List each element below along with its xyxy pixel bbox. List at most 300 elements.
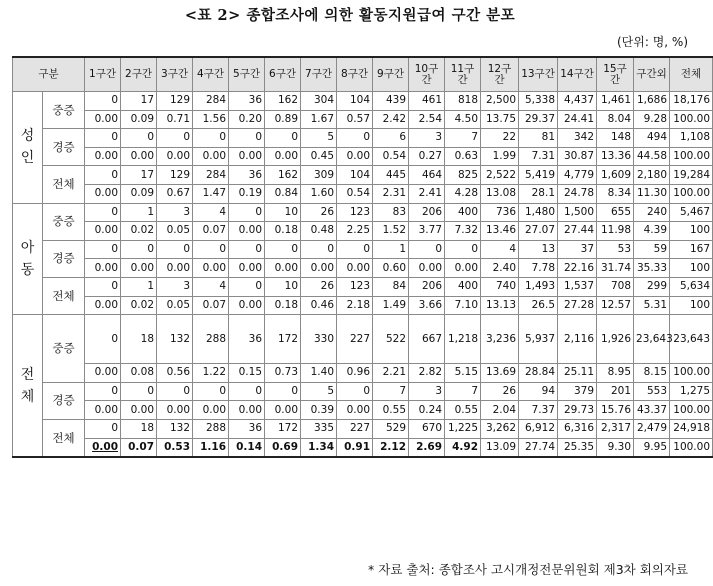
count-cell: 206 [409,277,445,296]
subgroup-label: 중증 [43,315,85,383]
count-cell: 529 [373,419,409,438]
percent-cell: 0.00 [85,147,121,166]
count-cell: 0 [157,129,193,148]
percent-cell: 0.00 [85,364,121,383]
count-cell: 18 [121,419,157,438]
table-row [13,110,713,129]
percent-cell: 0.18 [265,296,301,315]
header-col-5: 5구간 [229,57,265,92]
count-cell: 0 [121,382,157,401]
count-cell: 0 [193,129,229,148]
table-row [13,277,713,296]
percent-cell: 0.48 [301,222,337,241]
count-cell: 4 [193,203,229,222]
count-cell: 19,284 [670,166,713,185]
percent-cell: 0.00 [85,438,121,457]
percent-cell: 0.15 [229,364,265,383]
count-cell: 0 [265,240,301,259]
percent-cell: 1.67 [301,110,337,129]
count-cell: 5,338 [519,92,558,111]
header-col-15: 15구간 [597,57,634,92]
percent-cell: 24.78 [558,184,597,203]
percent-cell: 25.11 [558,364,597,383]
count-cell: 18,176 [670,92,713,111]
count-cell: 0 [85,92,121,111]
percent-cell: 1.99 [481,147,519,166]
percent-cell: 0.00 [85,222,121,241]
table-row [13,315,713,364]
percent-cell: 15.76 [597,401,634,420]
percent-cell: 0.00 [229,147,265,166]
percent-cell: 0.00 [193,147,229,166]
count-cell: 0 [121,129,157,148]
count-cell: 83 [373,203,409,222]
count-cell: 23,643 [634,315,670,364]
percent-cell: 0.00 [85,259,121,278]
percent-cell: 0.00 [193,259,229,278]
count-cell: 439 [373,92,409,111]
count-cell: 227 [337,315,373,364]
percent-cell: 100 [670,296,713,315]
count-cell: 81 [519,129,558,148]
count-cell: 5 [301,382,337,401]
percent-cell: 2.54 [409,110,445,129]
percent-cell: 1.47 [193,184,229,203]
count-cell: 0 [337,129,373,148]
count-cell: 206 [409,203,445,222]
count-cell: 2,180 [634,166,670,185]
count-cell: 1,461 [597,92,634,111]
percent-cell: 2.41 [409,184,445,203]
percent-cell: 3.77 [409,222,445,241]
table-row [13,203,713,222]
percent-cell: 7.78 [519,259,558,278]
count-cell: 309 [301,166,337,185]
percent-cell: 30.87 [558,147,597,166]
percent-cell: 13.09 [481,438,519,457]
percent-cell: 0.00 [157,401,193,420]
count-cell: 5,467 [670,203,713,222]
percent-cell: 100.00 [670,110,713,129]
count-cell: 1,537 [558,277,597,296]
count-cell: 129 [157,166,193,185]
subgroup-label: 경증 [43,382,85,419]
count-cell: 5,419 [519,166,558,185]
percent-cell: 0.63 [445,147,481,166]
subgroup-label: 중증 [43,203,85,240]
percent-cell: 100.00 [670,438,713,457]
percent-cell: 1.49 [373,296,409,315]
count-cell: 23,643 [670,315,713,364]
percent-cell: 0.57 [337,110,373,129]
count-cell: 0 [337,240,373,259]
count-cell: 104 [337,92,373,111]
percent-cell: 0.05 [157,296,193,315]
count-cell: 3,262 [481,419,519,438]
count-cell: 0 [157,240,193,259]
percent-cell: 4.28 [445,184,481,203]
count-cell: 167 [670,240,713,259]
count-cell: 299 [634,277,670,296]
percent-cell: 27.28 [558,296,597,315]
header-row [13,57,713,92]
count-cell: 288 [193,315,229,364]
percent-cell: 44.58 [634,147,670,166]
percent-cell: 0.00 [337,147,373,166]
count-cell: 4,779 [558,166,597,185]
percent-cell: 0.00 [409,259,445,278]
count-cell: 1,275 [670,382,713,401]
percent-cell: 13.75 [481,110,519,129]
count-cell: 7 [445,382,481,401]
header-group: 구분 [13,57,85,92]
count-cell: 123 [337,277,373,296]
count-cell: 288 [193,419,229,438]
table-row [13,184,713,203]
percent-cell: 0.00 [301,259,337,278]
count-cell: 227 [337,419,373,438]
count-cell: 7 [373,382,409,401]
count-cell: 1,480 [519,203,558,222]
count-cell: 667 [409,315,445,364]
count-cell: 330 [301,315,337,364]
percent-cell: 0.00 [265,259,301,278]
count-cell: 736 [481,203,519,222]
count-cell: 0 [265,129,301,148]
header-col-10: 10구간 [409,57,445,92]
percent-cell: 13.69 [481,364,519,383]
percent-cell: 0.84 [265,184,301,203]
percent-cell: 2.31 [373,184,409,203]
percent-cell: 2.42 [373,110,409,129]
count-cell: 1,493 [519,277,558,296]
count-cell: 400 [445,277,481,296]
count-cell: 379 [558,382,597,401]
count-cell: 172 [265,419,301,438]
count-cell: 36 [229,166,265,185]
percent-cell: 29.37 [519,110,558,129]
count-cell: 123 [337,203,373,222]
table-row [13,438,713,457]
count-cell: 17 [121,166,157,185]
count-cell: 522 [373,315,409,364]
percent-cell: 35.33 [634,259,670,278]
count-cell: 655 [597,203,634,222]
header-col-4: 4구간 [193,57,229,92]
count-cell: 1 [121,203,157,222]
count-cell: 94 [519,382,558,401]
count-cell: 4 [481,240,519,259]
count-cell: 6,912 [519,419,558,438]
count-cell: 0 [193,382,229,401]
count-cell: 284 [193,166,229,185]
percent-cell: 0.89 [265,110,301,129]
count-cell: 0 [85,129,121,148]
percent-cell: 0.96 [337,364,373,383]
percent-cell: 5.31 [634,296,670,315]
percent-cell: 13.08 [481,184,519,203]
count-cell: 3 [409,129,445,148]
count-cell: 400 [445,203,481,222]
count-cell: 26 [301,277,337,296]
percent-cell: 0.09 [121,110,157,129]
table-row [13,92,713,111]
percent-cell: 0.00 [265,147,301,166]
percent-cell: 100.00 [670,364,713,383]
percent-cell: 43.37 [634,401,670,420]
percent-cell: 2.25 [337,222,373,241]
count-cell: 201 [597,382,634,401]
count-cell: 0 [193,240,229,259]
count-cell: 708 [597,277,634,296]
count-cell: 2,116 [558,315,597,364]
percent-cell: 0.55 [445,401,481,420]
table-row [13,129,713,148]
percent-cell: 2.04 [481,401,519,420]
percent-cell: 0.54 [373,147,409,166]
percent-cell: 2.12 [373,438,409,457]
count-cell: 335 [301,419,337,438]
group-label: 아 동 [13,203,43,315]
percent-cell: 4.92 [445,438,481,457]
percent-cell: 100.00 [670,147,713,166]
percent-cell: 0.00 [157,259,193,278]
count-cell: 162 [265,92,301,111]
count-cell: 0 [229,129,265,148]
header-col-8: 8구간 [337,57,373,92]
percent-cell: 4.39 [634,222,670,241]
percent-cell: 5.15 [445,364,481,383]
percent-cell: 0.00 [265,401,301,420]
count-cell: 0 [85,382,121,401]
percent-cell: 0.19 [229,184,265,203]
count-cell: 0 [229,203,265,222]
count-cell: 825 [445,166,481,185]
percent-cell: 3.66 [409,296,445,315]
count-cell: 1 [121,277,157,296]
percent-cell: 0.07 [121,438,157,457]
header-col-3: 3구간 [157,57,193,92]
count-cell: 172 [265,315,301,364]
percent-cell: 9.95 [634,438,670,457]
count-cell: 1,108 [670,129,713,148]
subgroup-label: 중증 [43,92,85,129]
count-cell: 7 [445,129,481,148]
count-cell: 553 [634,382,670,401]
count-cell: 1,926 [597,315,634,364]
percent-cell: 0.56 [157,364,193,383]
count-cell: 1,609 [597,166,634,185]
percent-cell: 31.74 [597,259,634,278]
table-title: <표 2> 종합조사에 의한 활동지원급여 구간 분포 [184,7,516,24]
count-cell: 24,918 [670,419,713,438]
count-cell: 0 [409,240,445,259]
percent-cell: 13.46 [481,222,519,241]
count-cell: 0 [157,382,193,401]
percent-cell: 1.34 [301,438,337,457]
percent-cell: 0.00 [229,222,265,241]
count-cell: 1 [373,240,409,259]
percent-cell: 1.16 [193,438,229,457]
percent-cell: 0.67 [157,184,193,203]
percent-cell: 2.21 [373,364,409,383]
group-label: 성 인 [13,92,43,204]
percent-cell: 4.50 [445,110,481,129]
percent-cell: 8.04 [597,110,634,129]
count-cell: 5,937 [519,315,558,364]
count-cell: 1,218 [445,315,481,364]
percent-cell: 0.71 [157,110,193,129]
percent-cell: 0.00 [229,259,265,278]
percent-cell: 100.00 [670,184,713,203]
header-col-1: 1구간 [85,57,121,92]
percent-cell: 0.00 [445,259,481,278]
percent-cell: 2.82 [409,364,445,383]
group-total [13,315,713,457]
percent-cell: 7.32 [445,222,481,241]
table-row [13,401,713,420]
percent-cell: 0.24 [409,401,445,420]
percent-cell: 0.91 [337,438,373,457]
count-cell: 3 [157,203,193,222]
count-cell: 240 [634,203,670,222]
table-row [13,382,713,401]
percent-cell: 26.5 [519,296,558,315]
count-cell: 18 [121,315,157,364]
percent-cell: 1.56 [193,110,229,129]
source-note: * 자료 출처: 종합조사 고시개정전문위원회 제3차 회의자료 [368,562,688,577]
count-cell: 6 [373,129,409,148]
percent-cell: 0.00 [337,401,373,420]
count-cell: 0 [121,240,157,259]
count-cell: 162 [265,166,301,185]
table-row [13,166,713,185]
percent-cell: 0.60 [373,259,409,278]
subgroup-label: 전체 [43,166,85,203]
count-cell: 4 [193,277,229,296]
percent-cell: 22.16 [558,259,597,278]
subgroup-label: 경증 [43,129,85,166]
percent-cell: 1.60 [301,184,337,203]
count-cell: 59 [634,240,670,259]
count-cell: 670 [409,419,445,438]
percent-cell: 0.54 [337,184,373,203]
percent-cell: 9.30 [597,438,634,457]
percent-cell: 2.18 [337,296,373,315]
count-cell: 0 [85,240,121,259]
count-cell: 464 [409,166,445,185]
header-col-11: 11구간 [445,57,481,92]
count-cell: 0 [85,419,121,438]
percent-cell: 1.22 [193,364,229,383]
count-cell: 3,236 [481,315,519,364]
count-cell: 5 [301,129,337,148]
count-cell: 342 [558,129,597,148]
percent-cell: 7.31 [519,147,558,166]
count-cell: 1,225 [445,419,481,438]
count-cell: 2,522 [481,166,519,185]
percent-cell: 0.00 [229,296,265,315]
subgroup-label: 전체 [43,419,85,457]
table-row [13,419,713,438]
percent-cell: 11.98 [597,222,634,241]
table-row [13,222,713,241]
percent-cell: 27.74 [519,438,558,457]
count-cell: 22 [481,129,519,148]
count-cell: 304 [301,92,337,111]
percent-cell: 0.00 [121,259,157,278]
count-cell: 0 [229,382,265,401]
subgroup-label: 경증 [43,240,85,277]
count-cell: 5,634 [670,277,713,296]
percent-cell: 0.14 [229,438,265,457]
count-cell: 6,316 [558,419,597,438]
header-col-12: 12구간 [481,57,519,92]
percent-cell: 100 [670,222,713,241]
percent-cell: 0.08 [121,364,157,383]
count-cell: 2,317 [597,419,634,438]
percent-cell: 0.02 [121,296,157,315]
percent-cell: 7.10 [445,296,481,315]
count-cell: 3 [157,277,193,296]
percent-cell: 100.00 [670,401,713,420]
count-cell: 3 [409,382,445,401]
percent-cell: 0.39 [301,401,337,420]
count-cell: 53 [597,240,634,259]
table-row [13,296,713,315]
percent-cell: 8.95 [597,364,634,383]
percent-cell: 13.36 [597,147,634,166]
count-cell: 740 [481,277,519,296]
percent-cell: 0.20 [229,110,265,129]
percent-cell: 0.00 [121,147,157,166]
count-cell: 0 [337,382,373,401]
count-cell: 1,500 [558,203,597,222]
percent-cell: 2.40 [481,259,519,278]
count-cell: 36 [229,92,265,111]
count-cell: 2,479 [634,419,670,438]
count-cell: 37 [558,240,597,259]
count-cell: 0 [85,277,121,296]
percent-cell: 0.53 [157,438,193,457]
percent-cell: 27.07 [519,222,558,241]
percent-cell: 28.84 [519,364,558,383]
count-cell: 10 [265,277,301,296]
percent-cell: 0.00 [121,401,157,420]
count-cell: 132 [157,419,193,438]
header-col-2: 2구간 [121,57,157,92]
count-cell: 17 [121,92,157,111]
count-cell: 104 [337,166,373,185]
header-col-outside: 구간외 [634,57,670,92]
percent-cell: 0.00 [85,296,121,315]
header-col-14: 14구간 [558,57,597,92]
count-cell: 13 [519,240,558,259]
percent-cell: 0.02 [121,222,157,241]
subgroup-label: 전체 [43,277,85,314]
header-col-6: 6구간 [265,57,301,92]
percent-cell: 0.69 [265,438,301,457]
percent-cell: 0.07 [193,296,229,315]
table-row [13,364,713,383]
count-cell: 818 [445,92,481,111]
percent-cell: 25.35 [558,438,597,457]
percent-cell: 0.00 [85,184,121,203]
distribution-table [12,56,713,458]
count-cell: 10 [265,203,301,222]
percent-cell: 0.09 [121,184,157,203]
group-child [13,203,713,315]
